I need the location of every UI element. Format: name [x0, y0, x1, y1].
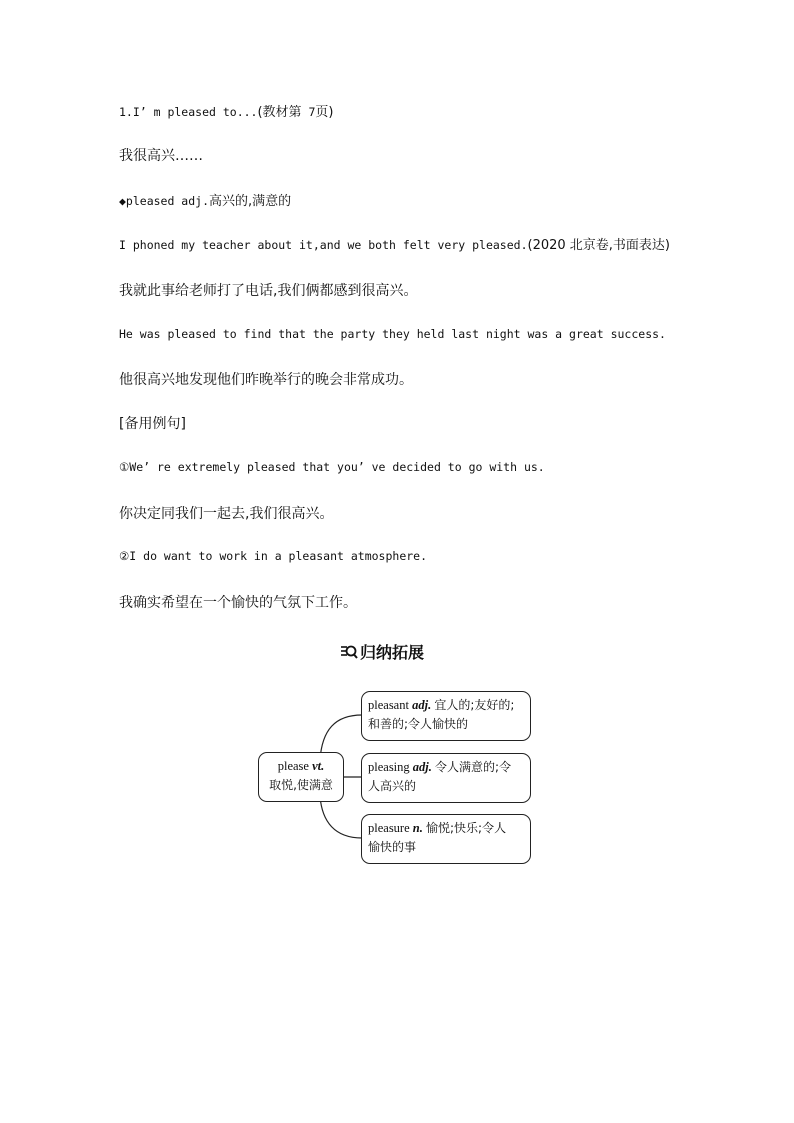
branch-word: pleasant: [368, 698, 409, 712]
root-word-box: [258, 752, 344, 802]
branch-line-1: [368, 758, 524, 777]
branch-box-pleasing: [361, 753, 531, 803]
branch-line-1: [368, 696, 524, 715]
word-entry-en: ◆pleased adj.: [119, 194, 210, 208]
phrase-source: (教材第: [257, 105, 302, 120]
line-example-2: He was pleased to find that the party they held last night was a great success.: [119, 327, 666, 341]
branch-meaning-1: 宜人的;友好的;: [434, 698, 515, 712]
line-example-2-translation: 他很高兴地发现他们昨晚举行的晚会非常成功。: [119, 372, 413, 388]
branch-meaning-1: 令人满意的;令: [435, 760, 512, 774]
branch-meaning-2: 愉快的事: [368, 840, 417, 854]
branch-meaning-2: 和善的;令人愉快的: [368, 717, 469, 731]
line-backup-example-2-translation: 我确实希望在一个愉快的气氛下工作。: [119, 595, 357, 611]
root-pos: vt.: [312, 759, 325, 773]
line-backup-example-2: ②I do want to work in a pleasant atmosphere.: [119, 549, 428, 563]
example-1-en: I phoned my teacher about it,and we both felt very pleased.: [119, 238, 528, 252]
branch-pos: adj.: [412, 760, 432, 774]
root-word-line: [263, 757, 339, 776]
phrase-en: 1.I’ m pleased to...: [119, 105, 258, 119]
branch-line-1: [368, 819, 524, 838]
branch-pos: n.: [412, 821, 423, 835]
line-backup-example-1-translation: 你决定同我们一起去,我们很高兴。: [119, 506, 334, 522]
branch-meaning-1: 愉悦;快乐;令人: [425, 821, 507, 835]
example-1-source: (2020 北京卷,书面表达): [527, 238, 670, 253]
branch-pos: adj.: [412, 698, 432, 712]
connector-pleasure: [320, 796, 362, 838]
branch-word: pleasing: [368, 760, 410, 774]
root-word: please: [277, 759, 309, 773]
phrase-source-end: 页): [315, 105, 334, 120]
line-translation-1: 我很高兴……: [119, 148, 203, 164]
summary-heading-text: 归纳拓展: [360, 643, 425, 662]
branch-box-pleasant: [361, 691, 531, 741]
branch-meaning-2: 人高兴的: [368, 779, 417, 793]
branch-box-pleasure: [361, 814, 531, 864]
branch-word: pleasure: [368, 821, 410, 835]
line-example-1-translation: 我就此事给老师打了电话,我们俩都感到很高兴。: [119, 283, 418, 299]
root-meaning: 取悦,使满意: [269, 778, 333, 792]
line-backup-example-1: ①We’ re extremely pleased that you’ ve decided to go with us.: [119, 460, 545, 474]
line-backup-examples-label: [备用例句]: [119, 416, 186, 432]
phrase-page-number: 7: [301, 105, 316, 119]
word-entry-zh: 高兴的,满意的: [209, 194, 292, 209]
